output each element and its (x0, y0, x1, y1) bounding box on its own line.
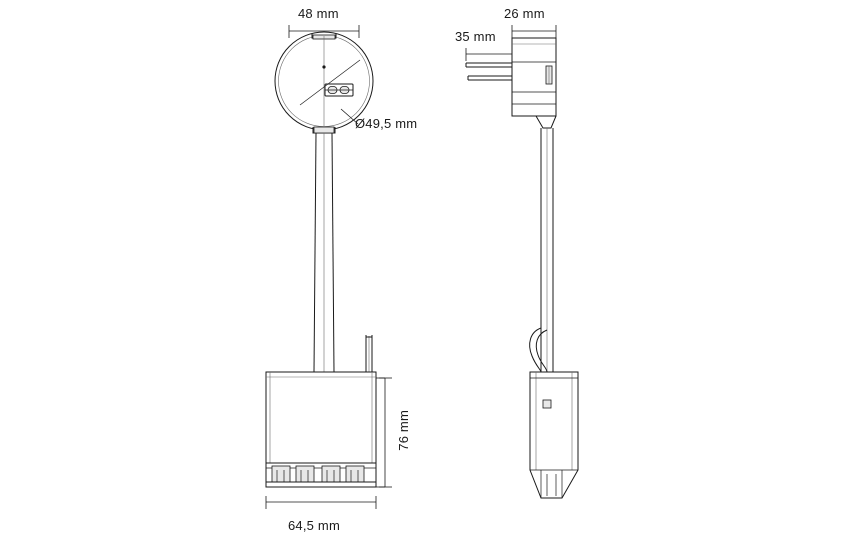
cable-loop (530, 328, 547, 372)
spring-bracket (466, 63, 512, 80)
dim-height-box (376, 378, 392, 487)
side-view (466, 25, 578, 498)
dim-width-box (266, 496, 376, 509)
dim-label-diameter: Ø49,5 mm (355, 116, 418, 131)
side-housing-body (512, 38, 556, 128)
dim-label-width-box: 64,5 mm (288, 518, 340, 533)
terminal-box (266, 372, 376, 487)
dim-label-bracket-length: 35 mm (455, 29, 496, 44)
connector-block (325, 84, 353, 96)
dim-label-depth-top: 26 mm (504, 6, 545, 21)
cable-stem (314, 133, 334, 372)
dim-label-width-top: 48 mm (298, 6, 339, 21)
side-terminal-box (530, 372, 578, 498)
dim-label-height-box: 76 mm (396, 410, 411, 451)
front-view (266, 25, 392, 509)
side-cable (541, 128, 553, 372)
dim-bracket-length (466, 48, 512, 61)
wire-stub (366, 335, 372, 372)
dim-depth-top (512, 25, 556, 38)
